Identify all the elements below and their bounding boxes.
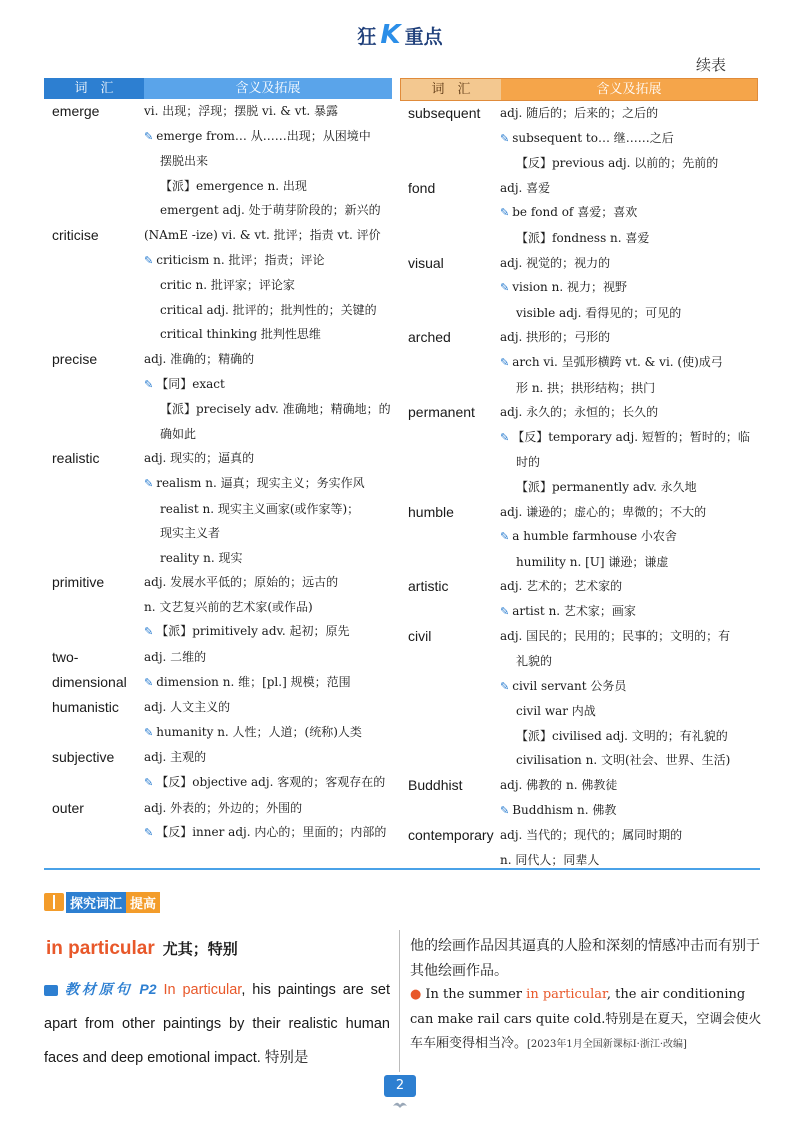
line-text: (NAmE -ize) vi. & vt. 批评；指责 vt. 评价	[144, 227, 381, 242]
definition-line	[144, 99, 392, 124]
example2-highlight: in particular	[526, 987, 607, 1002]
expansion-line	[144, 248, 392, 274]
vocab-word	[44, 695, 144, 745]
definition-line	[144, 273, 392, 298]
page-number: 2	[384, 1075, 416, 1097]
example2-en-pre: In the summer	[425, 987, 527, 1002]
vocab-word-text: fond	[408, 179, 436, 196]
header-word-right: 词 汇	[401, 79, 501, 100]
line-text: adj. 艺术的；艺术家的	[500, 579, 623, 594]
vocab-word	[400, 624, 500, 773]
vocab-definitions	[500, 823, 758, 872]
line-text: adj. 拱形的；弓形的	[500, 330, 611, 345]
vocab-word-text: outer	[52, 799, 84, 816]
vocab-word-text: two-	[52, 649, 79, 666]
expansion-line	[500, 126, 758, 152]
header-meaning: 含义及拓展	[144, 78, 392, 99]
line-text: Buddhism n. 佛教	[512, 802, 617, 817]
line-text: humility n. [U] 谦逊；谦虚	[516, 554, 669, 569]
vocab-word-text: subsequent	[408, 105, 481, 121]
line-text: emerge from… 从……出现；从困境中	[156, 128, 371, 143]
vocab-definitions	[144, 223, 392, 347]
definition-line	[500, 748, 758, 773]
vocab-word	[400, 325, 500, 400]
expansion-line	[144, 124, 392, 150]
line-text: adj. 喜爱	[500, 180, 551, 195]
expansion-line	[500, 599, 758, 625]
line-text: 【反】previous adj. 以前的；先前的	[516, 156, 719, 171]
vocab-word	[44, 570, 144, 645]
line-text: be fond of 喜爱；喜欢	[512, 205, 638, 220]
vocab-entry	[400, 400, 758, 499]
expansion-line	[144, 720, 392, 746]
line-text: realist n. 现实主义画家(或作家等)；	[160, 501, 360, 516]
definition-line	[144, 397, 392, 422]
vocab-word-text: contemporary	[408, 827, 494, 844]
line-text: critical adj. 批评的；批判性的；关键的	[160, 302, 377, 317]
vocab-entry	[44, 446, 392, 570]
line-text: dimension n. 维；[pl.] 规模；范围	[156, 674, 351, 689]
vocab-word	[44, 796, 144, 846]
vocab-table-left	[44, 78, 392, 846]
definition-line	[144, 570, 392, 595]
vocab-word	[400, 823, 500, 872]
line-text: adj. 外表的；外边的；外围的	[144, 800, 303, 815]
pencil-icon: ✎	[500, 803, 510, 817]
definition-line	[500, 574, 758, 599]
vocab-word	[44, 223, 144, 347]
vocab-word-text: civil	[408, 628, 432, 645]
vocab-entry	[400, 325, 758, 400]
vocab-word	[400, 251, 500, 326]
line-text: 确如此	[160, 426, 197, 441]
brand-left: 狂	[357, 26, 377, 48]
definition-line	[144, 796, 392, 821]
vocab-entry	[400, 624, 758, 773]
vocab-entry	[44, 223, 392, 347]
line-text: 形 n. 拱；拱形结构；拱门	[516, 380, 656, 395]
vocab-definitions	[144, 347, 392, 446]
pencil-icon: ✎	[144, 377, 154, 391]
line-text: adj. 二维的	[144, 650, 207, 665]
vocab-entry	[44, 695, 392, 745]
line-text: adj. 佛教的 n. 佛教徒	[500, 778, 618, 793]
pencil-icon: ✎	[144, 129, 154, 143]
line-text: adj. 国民的；民用的；民事的；文明的；有	[500, 629, 731, 644]
expansion-line	[144, 619, 392, 645]
right-entries	[400, 101, 758, 872]
brand-k-logo: K	[380, 20, 401, 50]
line-text: 【派】fondness n. 喜爱	[516, 230, 650, 245]
pencil-icon: ✎	[144, 476, 154, 490]
vocab-definitions	[144, 99, 392, 223]
expansion-line	[500, 200, 758, 226]
definition-line	[500, 649, 758, 674]
vocab-definitions	[500, 574, 758, 624]
expansion-line	[144, 471, 392, 497]
line-text: artist n. 艺术家；画家	[512, 603, 636, 618]
pencil-icon: ✎	[500, 530, 510, 544]
vocab-definitions	[500, 500, 758, 575]
book-icon	[44, 893, 64, 911]
vocab-word-text: humanistic	[52, 699, 119, 716]
definition-line	[500, 301, 758, 326]
pencil-icon: ✎	[500, 281, 510, 295]
vocab-word-text: criticise	[52, 226, 99, 243]
vocab-definitions	[500, 101, 758, 176]
example1-zh-start: 特别是	[264, 1050, 309, 1066]
pencil-icon: ✎	[144, 253, 154, 267]
pencil-icon: ✎	[500, 430, 510, 444]
line-text: 【反】objective adj. 客观的；客观存在的	[156, 775, 386, 790]
examples-right	[410, 934, 762, 1058]
vocab-word	[44, 99, 144, 223]
badge-explore: 探究词汇	[66, 892, 126, 913]
definition-line	[500, 773, 758, 798]
expansion-line	[144, 670, 392, 696]
definition-line	[144, 546, 392, 571]
line-text: 现实主义者	[160, 526, 221, 541]
brand-title	[0, 20, 800, 50]
example2-en-post: , the air conditioning can make rail cars quite cold.	[410, 987, 746, 1027]
line-text: realism n. 逼真；现实主义；务实作风	[156, 475, 365, 490]
definition-line	[144, 446, 392, 471]
vocab-entry	[400, 176, 758, 251]
vocab-word-text: humble	[408, 503, 454, 520]
definition-line	[500, 325, 758, 350]
pencil-icon: ✎	[144, 625, 154, 639]
exam-source: [2023年1月全国新课标Ⅰ·浙江·改编]	[527, 1039, 687, 1050]
line-text: n. 文艺复兴前的艺术家(或作品)	[144, 599, 313, 614]
line-text: 【派】civilised adj. 文明的；有礼貌的	[516, 728, 728, 743]
vocab-word	[400, 101, 500, 176]
source-tag	[44, 981, 157, 997]
line-text: adj. 随后的；后来的；之后的	[500, 106, 659, 120]
expansion-line	[500, 350, 758, 376]
phrase-zh: 尤其；特别	[162, 941, 238, 958]
example2	[410, 983, 762, 1058]
vocab-word	[400, 400, 500, 499]
vocab-word	[44, 446, 144, 570]
line-text: critical thinking 批判性思维	[160, 327, 321, 342]
line-text: 【派】precisely adv. 准确地；精确地；的	[160, 402, 391, 417]
line-text: a humble farmhouse 小农舍	[512, 529, 677, 544]
vocab-definitions	[500, 325, 758, 400]
line-text: emergent adj. 处于萌芽阶段的；新兴的	[160, 203, 381, 218]
definition-line	[144, 223, 392, 248]
section-divider	[44, 868, 760, 870]
vocab-definitions	[500, 400, 758, 499]
definition-line	[500, 151, 758, 176]
pencil-icon: ✎	[144, 776, 154, 790]
line-text: adj. 发展水平低的；原始的；远古的	[144, 575, 339, 590]
definition-line	[500, 475, 758, 500]
definition-line	[144, 198, 392, 223]
vocab-definitions	[500, 251, 758, 326]
textbook-example	[44, 972, 390, 1075]
line-text: vi. 出现；浮现；摆脱 vi. & vt. 暴露	[144, 104, 339, 118]
expansion-line	[144, 770, 392, 796]
definition-line	[144, 298, 392, 323]
pencil-icon: ✎	[500, 604, 510, 618]
vocab-word-text: Buddhist	[408, 777, 463, 794]
definition-line	[500, 550, 758, 575]
vocab-word-text: precise	[52, 350, 98, 367]
vocab-word-text: emerge	[52, 103, 100, 119]
definition-line	[144, 497, 392, 522]
line-text: subsequent to… 继……之后	[512, 130, 674, 145]
vocab-entry	[44, 99, 392, 223]
line-text: 【反】inner adj. 内心的；里面的；内部的	[156, 825, 387, 840]
key-phrase	[46, 938, 238, 960]
vocab-entry	[400, 823, 758, 872]
definition-line	[500, 699, 758, 724]
definition-line	[144, 521, 392, 546]
chat-icon	[44, 985, 58, 996]
vocab-word	[44, 347, 144, 446]
source-tag-text: 教材原句 P2	[62, 981, 157, 997]
header-word: 词 汇	[44, 78, 144, 99]
line-text: 【派】emergence n. 出现	[160, 178, 307, 193]
vocab-word	[400, 574, 500, 624]
definition-line	[500, 176, 758, 201]
vocab-entry	[400, 500, 758, 575]
continued-label: 续表	[695, 56, 726, 74]
vocab-entry	[44, 570, 392, 645]
line-text: civil servant 公务员	[512, 678, 627, 693]
definition-line	[144, 149, 392, 174]
column-separator	[399, 930, 400, 1072]
vocab-word	[400, 176, 500, 251]
line-text: adj. 主观的	[144, 750, 207, 765]
line-text: arch vi. 呈弧形横跨 vt. & vi. (使)成弓	[512, 354, 723, 369]
expansion-line	[500, 798, 758, 824]
definition-line	[500, 400, 758, 425]
vocab-definitions	[144, 695, 392, 745]
definition-line	[144, 347, 392, 372]
vocab-definitions	[144, 446, 392, 570]
vocab-word	[44, 745, 144, 795]
line-text: 时的	[516, 455, 541, 470]
phrase-en: in particular	[46, 938, 155, 959]
vocab-word	[400, 773, 500, 823]
vocab-word-text: arched	[408, 329, 451, 346]
line-text: 【反】temporary adj. 短暂的；暂时的；临	[512, 429, 750, 444]
expansion-line	[144, 820, 392, 846]
vocab-word-text-2: dimensional	[52, 673, 127, 690]
vocab-entry	[400, 251, 758, 326]
header-meaning-right: 含义及拓展	[501, 79, 757, 100]
example1-zh-rest: 他的绘画作品因其逼真的人脸和深刻的情感冲击而有别于其他绘画作品。	[410, 938, 760, 979]
line-text: adj. 视觉的；视力的	[500, 255, 611, 270]
line-text: n. 同代人；同辈人	[500, 852, 600, 867]
vocab-definitions	[500, 176, 758, 251]
definition-line	[500, 251, 758, 276]
vocab-word-text: subjective	[52, 749, 115, 766]
pencil-icon: ✎	[500, 679, 510, 693]
expansion-line	[500, 275, 758, 301]
definition-line	[144, 595, 392, 620]
expansion-line	[500, 674, 758, 700]
vocab-table-right	[400, 78, 758, 872]
pencil-icon: ✎	[144, 826, 154, 840]
definition-line	[500, 226, 758, 251]
definition-line	[500, 500, 758, 525]
vocab-word-text: primitive	[52, 574, 105, 591]
left-entries	[44, 99, 392, 846]
vocab-entry	[44, 347, 392, 446]
table-header-right	[400, 78, 758, 101]
vocab-definitions	[144, 745, 392, 795]
vocab-entry	[400, 101, 758, 176]
example1-en: , his paintings are set apart from other paintings by their realistic human faces and deep emotional impact.	[44, 982, 390, 1066]
line-text: adj. 人文主义的	[144, 700, 231, 715]
definition-line	[500, 624, 758, 649]
vocab-definitions	[500, 624, 758, 773]
vocab-word	[44, 645, 144, 695]
bird-icon	[392, 1100, 408, 1109]
vocab-definitions	[144, 570, 392, 645]
definition-line	[500, 450, 758, 475]
table-header-left	[44, 78, 392, 99]
definition-line	[144, 695, 392, 720]
vocab-word-text: realistic	[52, 450, 100, 467]
definition-line	[500, 823, 758, 848]
badge-advance: 提高	[126, 892, 160, 913]
vocab-definitions	[144, 645, 392, 695]
definition-line	[144, 174, 392, 199]
vocab-word	[400, 500, 500, 575]
pencil-icon: ✎	[144, 725, 154, 739]
section-badge	[44, 892, 160, 912]
pencil-icon: ✎	[500, 206, 510, 220]
definition-line	[500, 101, 758, 126]
line-text: visible adj. 看得见的；可见的	[516, 305, 682, 320]
line-text: 【派】permanently adv. 永久地	[516, 479, 697, 494]
line-text: civilisation n. 文明(社会、世界、生活)	[516, 753, 731, 768]
vocab-entry	[44, 645, 392, 695]
pencil-icon: ✎	[144, 675, 154, 689]
example1-highlight: In particular	[163, 982, 242, 998]
pencil-icon: ✎	[500, 131, 510, 145]
vocab-entry	[44, 796, 392, 846]
vocab-definitions	[500, 773, 758, 823]
line-text: adj. 准确的；精确的	[144, 351, 255, 366]
vocab-definitions	[144, 796, 392, 846]
line-text: vision n. 视力；视野	[512, 280, 627, 295]
definition-line	[144, 645, 392, 670]
line-text: adj. 现实的；逼真的	[144, 451, 255, 466]
vocab-entry	[400, 773, 758, 823]
line-text: 【同】exact	[156, 376, 225, 391]
expansion-line	[500, 524, 758, 550]
vocab-entry	[44, 745, 392, 795]
line-text: adj. 永久的；永恒的；长久的	[500, 405, 659, 420]
line-text: civil war 内战	[516, 704, 596, 719]
brand-right: 重点	[404, 26, 443, 48]
definition-line	[500, 376, 758, 401]
line-text: 摆脱出来	[160, 154, 209, 169]
expansion-line	[500, 425, 758, 451]
pencil-icon: ✎	[500, 355, 510, 369]
line-text: criticism n. 批评；指责；评论	[156, 252, 325, 267]
vocab-entry	[400, 574, 758, 624]
vocab-word-text: visual	[408, 254, 444, 271]
line-text: adj. 谦逊的；虚心的；卑微的；不大的	[500, 504, 707, 519]
line-text: 礼貌的	[516, 654, 553, 669]
line-text: adj. 当代的；现代的；属同时期的	[500, 828, 683, 843]
line-text: critic n. 批评家；评论家	[160, 278, 295, 293]
vocab-word-text: artistic	[408, 578, 449, 595]
definition-line	[144, 322, 392, 347]
expansion-line	[144, 372, 392, 398]
definition-line	[500, 724, 758, 749]
definition-line	[144, 745, 392, 770]
line-text: reality n. 现实	[160, 550, 243, 565]
line-text: 【派】primitively adv. 起初；原先	[156, 624, 350, 639]
definition-line	[144, 422, 392, 447]
bullet-icon: ●	[410, 987, 422, 1002]
example2-zh: 特别是在夏天，空调会使火车车厢变得相当冷。	[410, 1011, 762, 1051]
line-text: humanity n. 人性；人道；(统称)人类	[156, 724, 362, 739]
vocab-word-text: permanent	[408, 404, 475, 421]
